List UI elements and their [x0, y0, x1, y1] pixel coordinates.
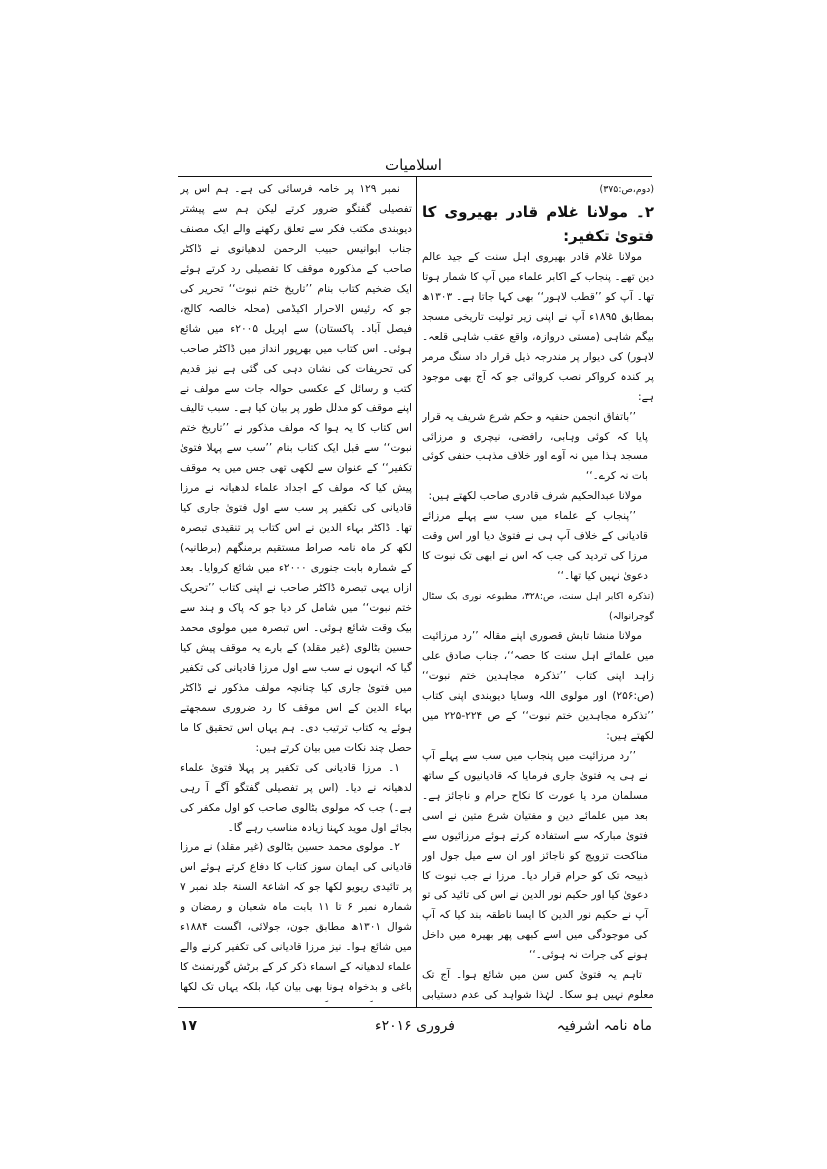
running-head: اسلامیات [385, 156, 442, 174]
right-column [422, 180, 654, 1002]
paragraph: ۱۔ مرزا قادیانی کی تکفیر پر پہلا فتویٰ علماء لدھیانہ نے دیا۔ (اس پر تفصیلی گفتگو آگے آ رہی ہے۔) جب کہ مولوی بٹالوی صاحب کو اول مکفر کی بجائے اول موید کہنا زیادہ مناسب رہے گا۔ [180, 761, 412, 834]
quotation: ’’رد مرزائیت میں پنجاب میں سب سے پہلے آپ نے ہی یہ فتویٰ جاری فرمایا کہ قادیانیوں کے ساتھ مسلمان مرد یا عورت کا نکاح حرام و ناجائز ہے۔ بعد میں علمائے دین و مفتیان شرع متین نے اسی فتویٰ مبارکہ سے استفادہ کرتے ہوئے مرزائیوں سے مناکحت تزویج کو ناجائز اور ان سے میل جول اور ذبیحہ تک کو حرام قرار دیا۔ مرزا نے جب نبوت کا دعویٰ کیا اور حکیم نور الدین نے اس کی تائید کی تو آپ نے حکیم نور الدین کا ایسا ناطقہ بند کیا کہ آپ کی موجودگی میں اسے کبھی پھر بھیرہ میں داخل ہونے کی جرات نہ ہوئی۔‘‘ [422, 749, 648, 962]
paragraph: مولانا منشا تابش قصوری اپنے مقالہ ’’رد مرزائیت میں علمائے اہل سنت کا حصہ‘‘، جناب صادق علی زاہد اپنی کتاب ’’تذکرہ مجاہدین ختم نبوت‘‘ (ص:۲۵۶) اور مولوی اللہ وسایا دیوبندی اپنی کتاب ’’تذکرہ مجاہدین ختم نبوت‘‘ کے ص ۲۲۴-۲۲۵ میں لکھتے ہیں: [422, 630, 654, 742]
paragraph: مولانا عبدالحکیم شرف قادری صاحب لکھتے ہیں: [428, 490, 642, 503]
reference-citation: (تذکرہ اکابر اہل سنت، ص:۳۲۸، مطبوعہ نوری بک سٹال گوجرانوالہ) [422, 591, 654, 623]
paragraph: مولانا غلام قادر بھیروی اہل سنت کے جید عالم دین تھے۔ پنجاب کے اکابر علماء میں آپ کا شمار ہوتا تھا۔ آپ کو ’’قطب لاہور‘‘ بھی کہا جاتا ہے۔ ۱۳۰۳ھ بمطابق ۱۸۹۵ء آپ نے اپنی زیر تولیت تاریخی مسجد بیگم شاہی (مستی دروازہ، واقع عقب شاہی قلعہ۔ لاہور) کی دیوار پر مندرجہ ذیل قرار داد سنگ مرمر پر کندہ کرواکر نصب کروائی جو کہ آج بھی موجود ہے: [422, 250, 654, 403]
column-divider [416, 176, 417, 1007]
header-rule [178, 176, 652, 177]
paragraph: تاہم یہ فتویٰ کس سن میں شائع ہوا۔ آج تک معلوم نہیں ہو سکا۔ لہٰذا شواہد کی عدم دستیابی [422, 969, 654, 1002]
section-heading: ۲۔ مولانا غلام قادر بھیروی کا فتویٰ تکفیر: [422, 202, 654, 245]
left-column [180, 180, 412, 1002]
page-number: ۱۷ [180, 1018, 198, 1034]
footer-journal-name: ماہ نامہ اشرفیہ [556, 1018, 652, 1034]
footer-rule [178, 1007, 652, 1008]
paragraph: ۲۔ مولوی محمد حسین بٹالوی (غیر مقلد) نے مرزا قادیانی کی ایمان سوز کتاب کا دفاع کرتے ہوئے اس پر تائیدی ریویو لکھا جو کہ اشاعۃ السنۃ جلد نمبر ۷ شمارہ نمبر ۶ تا ۱۱ بابت ماہ شعبان و رمضان و شوال ۱۳۰۱ھ مطابق جون، جولائی، اگست ۱۸۸۴ء میں شائع ہوا۔ نیز مرزا قادیانی کی تکفیر کرنے والے علماء لدھیانہ کے اسماء ذکر کر کے برٹش گورنمنٹ کا باغی و بدخواہ ہونا بھی بیان کیا، بلکہ یہاں تک لکھا [180, 841, 412, 994]
paragraph: نمبر ۱۲۹ پر خامہ فرسائی کی ہے۔ ہم اس پر تفصیلی گفتگو ضرور کرتے لیکن ہم سے پیشتر دیوبندی مکتب فکر سے تعلق رکھنے والے ایک مصنف جناب ابوانیس حبیب الرحمن لدھیانوی نے ڈاکٹر صاحب کے مذکورہ موقف کا تفصیلی رد کرتے ہوئے ایک ضخیم کتاب بنام ’’تاریخ ختم نبوت‘‘ تحریر کی جو کہ رئیس الاحرار اکیڈمی (محلہ خالصہ کالج، فیصل آباد۔ پاکستان) سے اپریل ۲۰۰۵ء میں شائع ہوئی۔ اس کتاب میں بھرپور انداز میں ڈاکٹر صاحب کی تحریفات کی نشان دہی کی گئی ہے نیز قدیم کتب و رسائل کے عکسی حوالہ جات سے مولف نے اپنے موقف کو مدلل طور پر بیان کیا ہے۔ سبب تالیف اس کتاب کا یہ ہوا کہ مولف مذکور نے ’’تاریخ ختم نبوت‘‘ سے قبل ایک کتاب بنام ’’سب سے پہلا فتویٰ تکفیر‘‘ کے عنوان سے لکھی تھی جس میں یہ موقف پیش کیا کہ مولف کے اجداد علماء لدھیانہ نے مرزا قادیانی کی تکفیر پر سب سے اول فتویٰ جاری کیا تھا۔ ڈاکٹر بہاء الدین نے اس کتاب پر تنقیدی تبصرہ لکھ کر ماہ نامہ صراط مستقیم برمنگھم (برطانیہ) کے شمارہ بابت جنوری ۲۰۰۰ء میں شائع کروایا۔ بعد ازاں یہی تبصرہ ڈاکٹر صاحب نے اپنی کتاب ’’تحریک ختم نبوت‘‘ میں شامل کر دیا جو کہ پاک و ہند سے بیک وقت شائع ہوئی۔ اس تبصرہ میں مولوی محمد حسین بٹالوی (غیر مقلد) کے بارے یہ موقف پیش کیا گیا کہ انہوں نے سب سے اول مرزا قادیانی کی تکفیر میں فتویٰ جاری کیا چنانچہ مولف مذکور نے ڈاکٹر بہاء الدین کے اس موقف کا رد ضروری سمجھتے ہوئے یہ کتاب ترتیب دی۔ ہم یہاں اس تحقیق کا ما حصل چند نکات میں بیان کرتے ہیں: [180, 183, 412, 754]
reference-citation: (دوم،ص:۳۷۵) [599, 184, 654, 195]
quotation: ’’پنجاب کے علماء میں سب سے پہلے مرزائے قادیانی کے خلاف آپ ہی نے فتویٰ دیا اور اس وقت مرزا کی تردید کی جب کہ اس نے ابھی تک نبوت کا دعویٰ نہیں کیا تھا۔‘‘ [422, 510, 648, 583]
quotation: ’’باتفاق انجمن حنفیہ و حکم شرع شریف یہ قرار پایا کہ کوئی وہابی، رافضی، نیچری و مرزائی مسجد ہذا میں نہ آوے اور خلاف مذہب حنفی کوئی بات نہ کرے۔‘‘ [422, 410, 648, 483]
footer-issue-date: فروری ۲۰۱۶ء [374, 1018, 456, 1034]
